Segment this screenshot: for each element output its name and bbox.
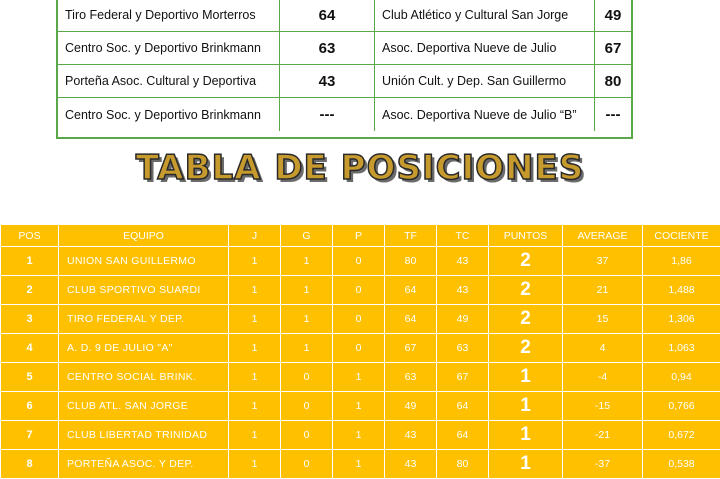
cell-average: 21 xyxy=(563,276,643,305)
cell-lost: 0 xyxy=(333,305,385,334)
cell-lost: 0 xyxy=(333,276,385,305)
away-score: --- xyxy=(595,98,631,131)
cell-lost: 0 xyxy=(333,334,385,363)
cell-average: 4 xyxy=(563,334,643,363)
cell-points-for: 43 xyxy=(385,450,437,479)
cell-pos: 7 xyxy=(1,421,59,450)
cell-points-against: 49 xyxy=(437,305,489,334)
cell-played: 1 xyxy=(229,305,281,334)
cell-played: 1 xyxy=(229,363,281,392)
home-team: Centro Soc. y Deportivo Brinkmann xyxy=(58,32,280,64)
cell-quotient: 1,306 xyxy=(643,305,720,334)
cell-points: 2 xyxy=(489,334,563,363)
cell-team: CLUB SPORTIVO SUARDI xyxy=(59,276,229,305)
away-score: 67 xyxy=(595,32,631,64)
cell-points: 1 xyxy=(489,392,563,421)
cell-played: 1 xyxy=(229,247,281,276)
cell-points-for: 64 xyxy=(385,305,437,334)
results-grid xyxy=(56,0,633,139)
cell-quotient: 0,94 xyxy=(643,363,720,392)
away-team: Unión Cult. y Dep. San Guillermo xyxy=(375,65,595,97)
col-header-won: G xyxy=(281,225,333,247)
col-header-points-for: TF xyxy=(385,225,437,247)
cell-pos: 8 xyxy=(1,450,59,479)
table-row xyxy=(1,334,720,363)
cell-points-against: 64 xyxy=(437,421,489,450)
cell-lost: 1 xyxy=(333,450,385,479)
cell-points-for: 80 xyxy=(385,247,437,276)
match-row xyxy=(58,0,631,32)
home-score: 43 xyxy=(280,65,375,97)
col-header-points-against: TC xyxy=(437,225,489,247)
home-team: Tiro Federal y Deportivo Morterros xyxy=(58,0,280,31)
cell-quotient: 0,766 xyxy=(643,392,720,421)
cell-lost: 1 xyxy=(333,392,385,421)
cell-average: -4 xyxy=(563,363,643,392)
table-row xyxy=(1,421,720,450)
cell-average: -21 xyxy=(563,421,643,450)
home-team: Porteña Asoc. Cultural y Deportiva xyxy=(58,65,280,97)
cell-lost: 0 xyxy=(333,247,385,276)
cell-pos: 4 xyxy=(1,334,59,363)
standings-table xyxy=(0,224,720,479)
cell-won: 0 xyxy=(281,363,333,392)
cell-quotient: 1,063 xyxy=(643,334,720,363)
cell-average: 37 xyxy=(563,247,643,276)
col-header-team: EQUIPO xyxy=(59,225,229,247)
cell-quotient: 0,538 xyxy=(643,450,720,479)
cell-points-against: 43 xyxy=(437,247,489,276)
cell-points: 2 xyxy=(489,247,563,276)
cell-points: 2 xyxy=(489,276,563,305)
cell-quotient: 1,488 xyxy=(643,276,720,305)
cell-team: CLUB ATL. SAN JORGE xyxy=(59,392,229,421)
cell-pos: 5 xyxy=(1,363,59,392)
table-row xyxy=(1,363,720,392)
home-team: Centro Soc. y Deportivo Brinkmann xyxy=(58,98,280,131)
cell-points: 1 xyxy=(489,363,563,392)
cell-points-for: 67 xyxy=(385,334,437,363)
cell-played: 1 xyxy=(229,450,281,479)
cell-won: 1 xyxy=(281,334,333,363)
col-header-played: J xyxy=(229,225,281,247)
home-score: 63 xyxy=(280,32,375,64)
cell-points-against: 80 xyxy=(437,450,489,479)
cell-quotient: 0,672 xyxy=(643,421,720,450)
cell-points: 2 xyxy=(489,305,563,334)
home-score: 64 xyxy=(280,0,375,31)
table-row xyxy=(1,276,720,305)
cell-points-for: 64 xyxy=(385,276,437,305)
match-row xyxy=(58,32,631,65)
table-row xyxy=(1,305,720,334)
cell-points-against: 63 xyxy=(437,334,489,363)
match-row xyxy=(58,65,631,98)
col-header-pos: POS xyxy=(1,225,59,247)
col-header-lost: P xyxy=(333,225,385,247)
col-header-average: AVERAGE xyxy=(563,225,643,247)
cell-points-for: 49 xyxy=(385,392,437,421)
away-team: Asoc. Deportiva Nueve de Julio “B” xyxy=(375,98,595,131)
standings-header-row xyxy=(1,225,720,247)
cell-pos: 1 xyxy=(1,247,59,276)
cell-points-for: 63 xyxy=(385,363,437,392)
cell-played: 1 xyxy=(229,392,281,421)
cell-pos: 2 xyxy=(1,276,59,305)
page-title: TABLA DE POSICIONES xyxy=(0,148,720,188)
cell-won: 1 xyxy=(281,247,333,276)
cell-average: -15 xyxy=(563,392,643,421)
cell-won: 0 xyxy=(281,421,333,450)
cell-won: 1 xyxy=(281,276,333,305)
cell-won: 0 xyxy=(281,450,333,479)
cell-lost: 1 xyxy=(333,421,385,450)
away-team: Club Atlético y Cultural San Jorge xyxy=(375,0,595,31)
cell-played: 1 xyxy=(229,334,281,363)
away-score: 49 xyxy=(595,0,631,31)
home-score: --- xyxy=(280,98,375,131)
cell-quotient: 1,86 xyxy=(643,247,720,276)
cell-points: 1 xyxy=(489,421,563,450)
cell-lost: 1 xyxy=(333,363,385,392)
cell-team: CLUB LIBERTAD TRINIDAD xyxy=(59,421,229,450)
match-row xyxy=(58,98,631,131)
col-header-quotient: COCIENTE xyxy=(643,225,720,247)
cell-played: 1 xyxy=(229,276,281,305)
cell-points-against: 43 xyxy=(437,276,489,305)
away-team: Asoc. Deportiva Nueve de Julio xyxy=(375,32,595,64)
cell-points-against: 64 xyxy=(437,392,489,421)
cell-points-against: 67 xyxy=(437,363,489,392)
cell-team: CENTRO SOCIAL BRINK. xyxy=(59,363,229,392)
away-score: 80 xyxy=(595,65,631,97)
cell-played: 1 xyxy=(229,421,281,450)
table-row xyxy=(1,392,720,421)
cell-points: 1 xyxy=(489,450,563,479)
cell-average: 15 xyxy=(563,305,643,334)
cell-pos: 3 xyxy=(1,305,59,334)
cell-average: -37 xyxy=(563,450,643,479)
cell-won: 0 xyxy=(281,392,333,421)
cell-won: 1 xyxy=(281,305,333,334)
cell-team: A. D. 9 DE JULIO "A" xyxy=(59,334,229,363)
cell-pos: 6 xyxy=(1,392,59,421)
table-row xyxy=(1,247,720,276)
col-header-points: PUNTOS xyxy=(489,225,563,247)
cell-team: UNION SAN GUILLERMO xyxy=(59,247,229,276)
cell-team: PORTEÑA ASOC. Y DEP. xyxy=(59,450,229,479)
table-row xyxy=(1,450,720,479)
cell-team: TIRO FEDERAL Y DEP. xyxy=(59,305,229,334)
cell-points-for: 43 xyxy=(385,421,437,450)
